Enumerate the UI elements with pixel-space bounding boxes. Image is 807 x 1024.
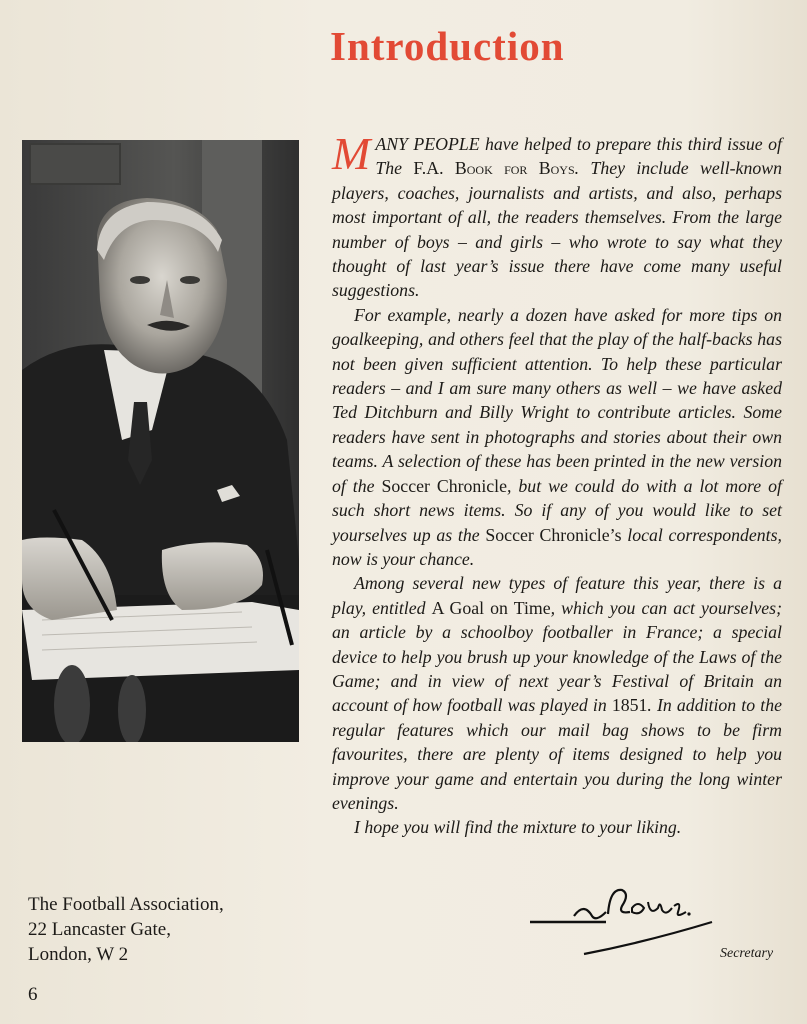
year-value: 1851 — [611, 695, 648, 716]
paragraph-1 — [332, 128, 782, 303]
paragraph-3-text-b: , which you can act yourselves; an article by a schoolboy footballer in France; a special device to help you brush up your knowledge of the Laws of the Game; and in view of next year’s Festival of Britain an account of how football was played in — [332, 597, 783, 716]
handwritten-signature — [526, 872, 736, 962]
chronicle-title-possessive: Soccer Chronicle’s — [485, 524, 622, 545]
portrait-photo — [22, 140, 299, 742]
page-title: Introduction — [330, 23, 565, 69]
paragraph-2-text-a: For example, nearly a dozen have asked for more tips on goalkeeping, and others feel that the play of the half-backs has not been given sufficient attention. To help these particular readers – and I am sure many others as well – we have asked Ted Ditchburn and Billy Wright to contribute articles. Some readers have sent in photographs and stories about their own teams. A selection of these has been printed in the new version of the — [332, 304, 782, 496]
drop-cap: M — [332, 128, 371, 179]
play-title: A Goal on Time — [431, 597, 551, 618]
paragraph-4: I hope you will find the mixture to your liking. — [354, 817, 682, 838]
paragraph-1-rest: . They include well-known players, coaches, journalists and artists, and also, perhaps most important of all, the readers themselves. From the large number of boys – and girls – who wrote to say what they thought of last year’s issue there have come many useful suggestions. — [332, 158, 782, 301]
paragraph-3-text-c: . In addition to the regular features which our mail bag shows to be firm favourites, there are plenty of items designed to help you improve your game and entertain you during the long winter evenings. — [332, 695, 782, 813]
address-line-1: The Football Association, — [28, 894, 224, 915]
paragraph-3 — [332, 571, 782, 815]
paragraph-2-text-b: , but we could do with a lot more of such short news items. So if any of you would like to set yourselves up as the — [332, 475, 782, 545]
introduction-text — [332, 128, 783, 840]
paragraph-3-text-a: Among several new types of feature this year, there is a play, entitled — [332, 573, 782, 618]
signature-role: Secretary — [720, 946, 774, 961]
page-number: 6 — [28, 984, 38, 1005]
paragraph-2-text-c: local correspondents, now is your chance. — [332, 524, 782, 569]
address-line-3: London, W 2 — [28, 944, 129, 965]
chronicle-title: Soccer Chronicle — [381, 475, 507, 496]
book-title: F.A. Book for Boys — [413, 158, 575, 179]
address-block — [28, 892, 224, 967]
paragraph-2 — [332, 303, 782, 571]
paragraph-1-opening: ANY PEOPLE have helped to prepare this third issue of The — [375, 134, 782, 179]
address-line-2: 22 Lancaster Gate, — [28, 919, 171, 940]
